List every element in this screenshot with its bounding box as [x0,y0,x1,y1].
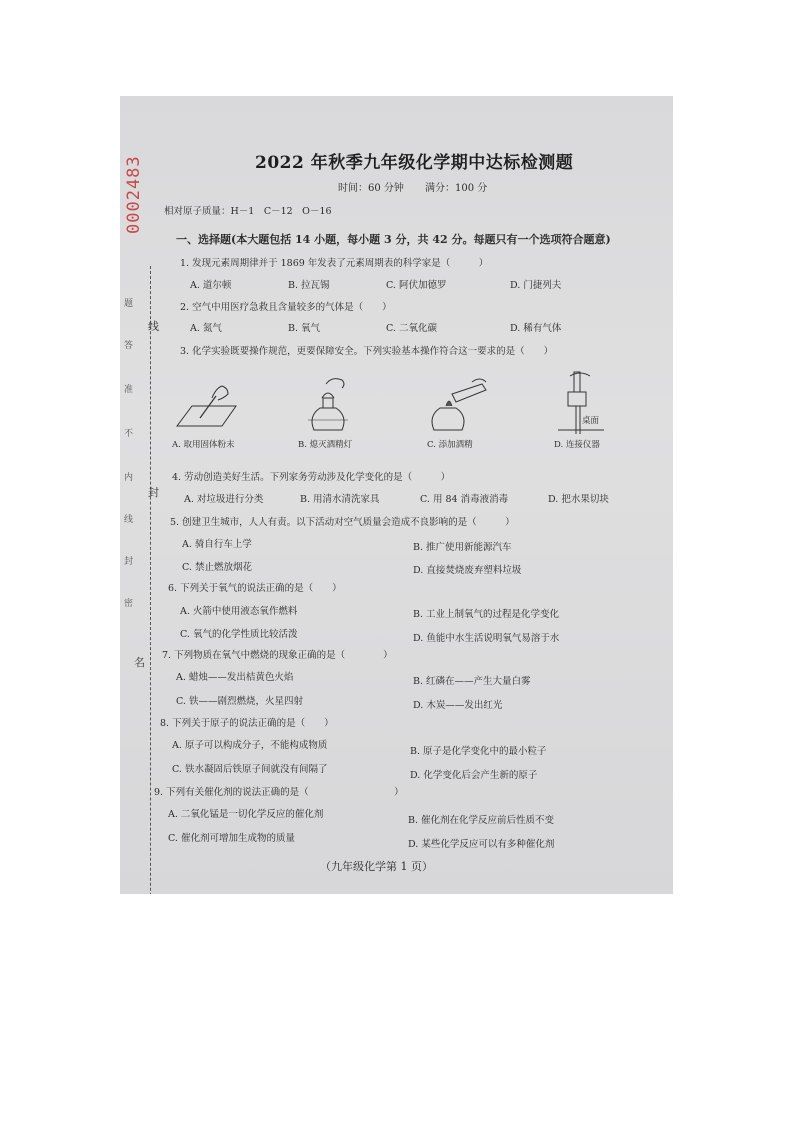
option: D. 连接仪器 [554,440,600,450]
question-stem: 1. 发现元素周期律并于 1869 年发表了元素周期表的科学家是（ ） [180,258,489,269]
option: C. 催化剂可增加生成物的质量 [168,833,295,844]
binding-char: 不 [124,429,134,439]
option: C. 铁——剧烈燃烧，火星四射 [176,696,303,707]
binding-char: 封 [124,557,134,567]
exam-time: 时间：60 分钟 [338,183,404,194]
figure-powder-icon [172,374,242,434]
section-heading: 一、选择题(本大题包括 14 小题，每小题 3 分，共 42 分。每题只有一个选项符合题意) [176,233,611,246]
option: C. 氧气的化学性质比较活泼 [180,629,298,640]
question-stem: 2. 空气中用医疗急救且含量较多的气体是（ ） [180,302,392,313]
option: D. 某些化学反应可以有多种催化剂 [408,839,555,850]
option: A. 对垃圾进行分类 [184,494,264,505]
option: D. 木炭——发出红光 [413,700,503,711]
option: C. 禁止燃放烟花 [182,562,252,573]
option: C. 添加酒精 [427,440,473,450]
option: B. 熄灭酒精灯 [298,440,353,450]
option: D. 鱼能中水生活说明氧气易溶于水 [413,633,560,644]
option: D. 门捷列夫 [510,280,562,291]
binding-dashed-line [150,266,151,894]
option: A. 蜡烛——发出桔黄色火焰 [176,672,294,683]
option: B. 原子是化学变化中的最小粒子 [410,746,547,757]
binding-char: 内 [124,473,134,483]
figure-lamp-cap-icon [298,374,358,436]
exam-photo [120,96,673,894]
option: B. 拉瓦锡 [288,280,330,291]
question-stem: 3. 化学实验既要操作规范，更要保障安全。下列实验基本操作符合这一要求的是（ ） [180,346,554,357]
option: D. 稀有气体 [510,323,562,334]
option: A. 二氧化锰是一切化学反应的催化剂 [168,809,324,820]
question-stem: 9. 下列有关催化剂的说法正确的是（ ） [154,787,404,798]
binding-char: 答 [124,341,134,351]
binding-line-label: 线 [148,320,159,333]
option: B. 氧气 [288,323,321,334]
option: A. 火箭中使用液态氧作燃料 [180,606,298,617]
option: C. 用 84 消毒液消毒 [420,494,509,505]
page-footer: （九年级化学第 1 页） [320,860,433,873]
option: D. 化学变化后会产生新的原子 [410,770,538,781]
binding-name-label: 名 [134,656,145,669]
binding-seal-label: 封 [148,486,159,499]
question-stem: 8. 下列关于原子的说法正确的是（ ） [160,718,334,729]
option: C. 阿伏加德罗 [386,280,447,291]
figure-add-alcohol-icon [422,374,492,436]
exam-score: 满分：100 分 [425,183,488,194]
option: B. 用清水清洗家具 [300,494,380,505]
question-stem: 7. 下列物质在氧气中燃烧的现象正确的是（ ） [162,650,393,661]
option: B. 红磷在——产生大量白雾 [413,676,531,687]
question-stem: 5. 创建卫生城市，人人有责。以下活动对空气质量会造成不良影响的是（ ） [170,517,515,528]
option: D. 直接焚烧废弃塑料垃圾 [413,565,522,576]
serial-number: 0002483 [124,155,144,234]
option: A. 原子可以构成分子，不能构成物质 [172,740,328,751]
atomic-mass-note: 相对原子质量：H－1 C－12 O－16 [164,206,332,217]
option: A. 取用固体粉末 [172,440,235,450]
option: C. 二氧化碳 [386,323,437,334]
figure-connect-instrument-icon [548,368,618,438]
option: A. 骑自行车上学 [182,539,252,550]
figure-label-desk: 桌面 [582,416,600,426]
option: B. 推广使用新能源汽车 [413,542,512,553]
binding-char: 题 [124,299,134,309]
binding-char: 密 [124,599,134,609]
binding-char: 准 [124,385,134,395]
option: B. 催化剂在化学反应前后性质不变 [408,815,555,826]
option: A. 道尔顿 [190,280,232,291]
option: A. 氮气 [190,323,222,334]
option: C. 铁水凝固后铁原子间就没有间隔了 [172,764,328,775]
question-stem: 4. 劳动创造美好生活。下列家务劳动涉及化学变化的是（ ） [172,472,451,483]
option: B. 工业上制氧气的过程是化学变化 [413,609,560,620]
binding-char: 线 [124,515,134,525]
exam-title: 2022 年秋季九年级化学期中达标检测题 [255,153,574,173]
option: D. 把水果切块 [548,494,609,505]
question-stem: 6. 下列关于氧气的说法正确的是（ ） [168,583,342,594]
